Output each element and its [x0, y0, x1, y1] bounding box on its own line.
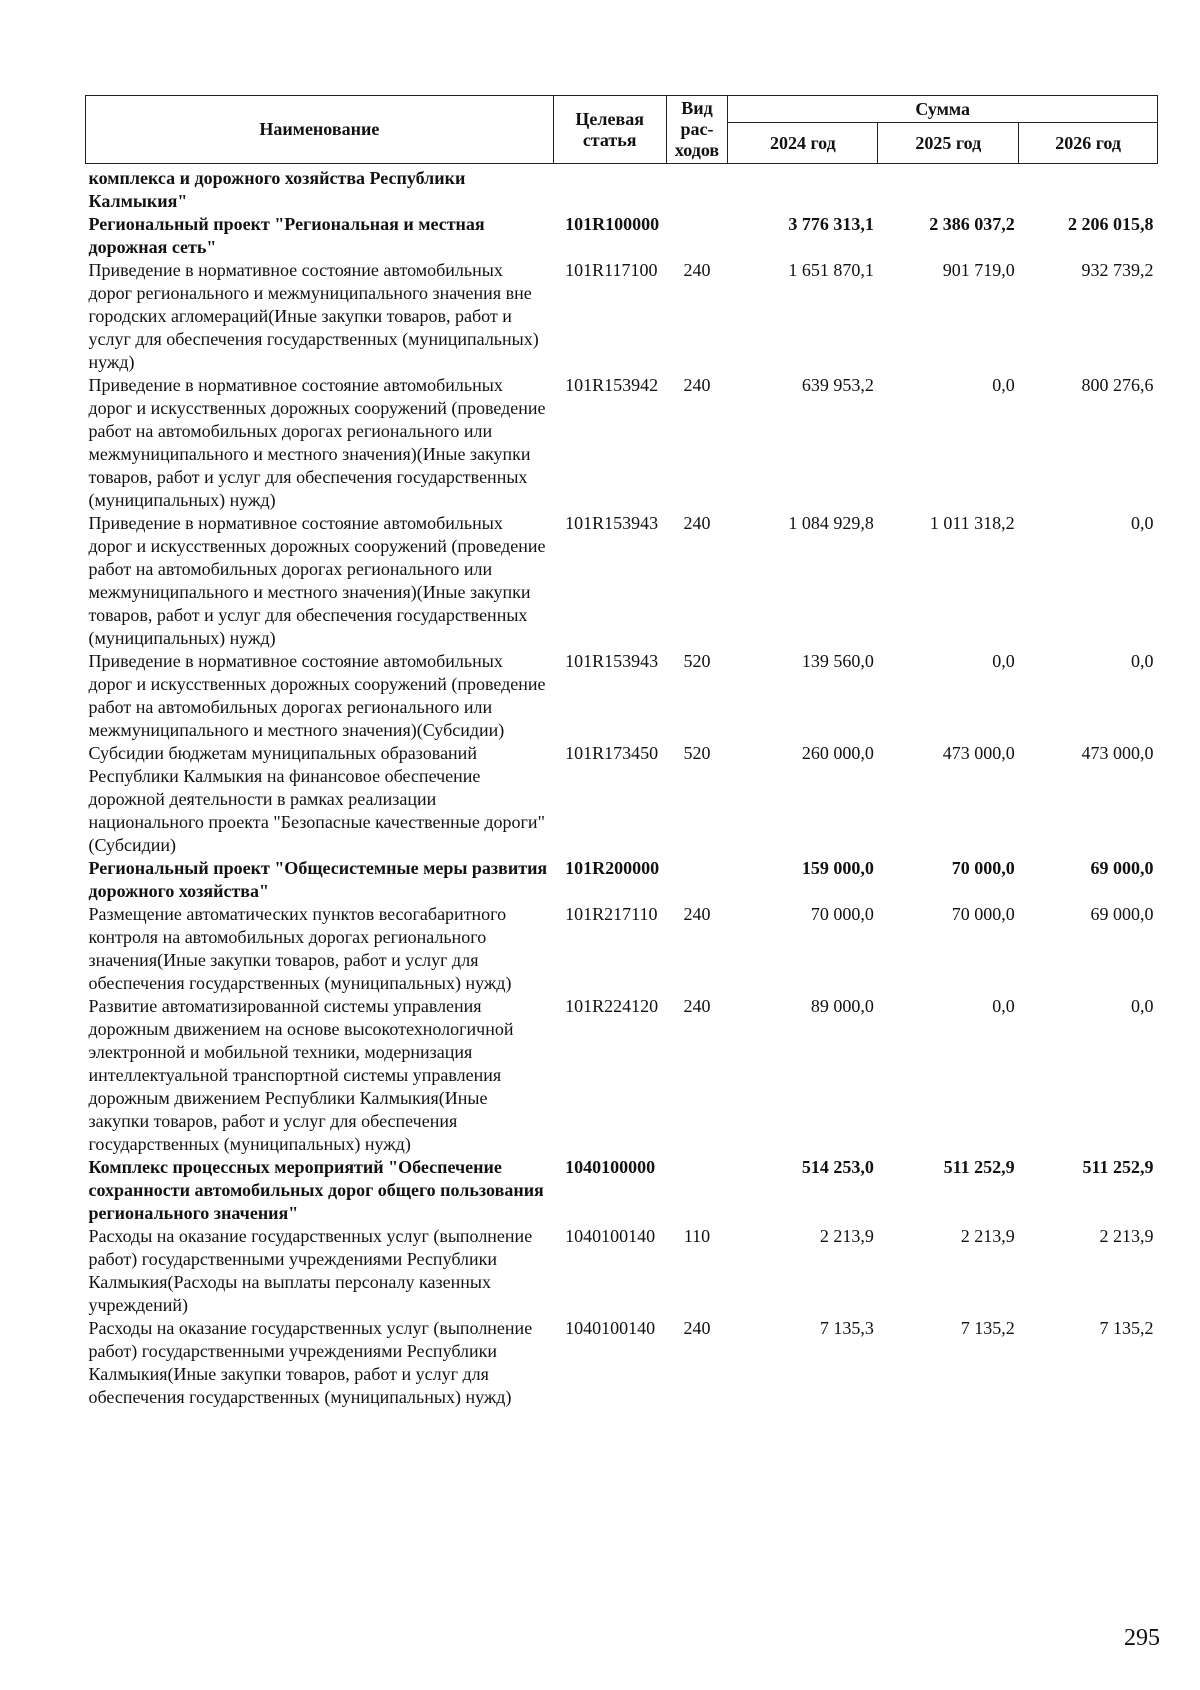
- row-amount-2025: 70 000,0: [951, 858, 1015, 878]
- row-amount-2026: 2 213,9: [1099, 1226, 1154, 1246]
- row-amount-2025: 901 719,0: [942, 260, 1015, 280]
- row-vid: 240: [683, 260, 711, 280]
- row-vid: 240: [683, 513, 711, 533]
- page-number: 295: [1124, 1625, 1160, 1651]
- row-amount-2025: 2 386 037,2: [929, 214, 1015, 234]
- row-amount-2025: 70 000,0: [951, 904, 1015, 924]
- table-row: [86, 1225, 1158, 1317]
- row-amount-2024: 514 253,0: [801, 1157, 874, 1177]
- row-amount-2026: 69 000,0: [1090, 858, 1154, 878]
- table-row: [86, 1317, 1158, 1409]
- row-amount-2024: [728, 164, 878, 214]
- header-vid: Вид рас-ходов: [666, 96, 728, 164]
- row-name: Региональный проект "Региональная и местная дорожная сеть": [88, 214, 485, 257]
- row-name: комплекса и дорожного хозяйства Республики Калмыкия": [88, 168, 466, 211]
- row-code: 101R153942: [565, 375, 659, 395]
- row-vid: 110: [683, 1226, 711, 1246]
- header-year-2024: 2024 год: [728, 123, 878, 164]
- row-vid: [666, 213, 728, 259]
- row-amount-2025: 0,0: [992, 996, 1015, 1016]
- header-year-2026: 2026 год: [1019, 123, 1158, 164]
- row-amount-2026: 2 206 015,8: [1068, 214, 1154, 234]
- row-code: 1040100140: [565, 1226, 656, 1246]
- row-vid: [666, 857, 728, 903]
- row-code: 1040100000: [565, 1157, 656, 1177]
- row-amount-2026: 0,0: [1131, 513, 1154, 533]
- row-vid: 240: [683, 996, 711, 1016]
- row-vid: 240: [683, 904, 711, 924]
- row-amount-2024: 89 000,0: [810, 996, 874, 1016]
- row-amount-2026: 7 135,2: [1099, 1318, 1154, 1338]
- header-name: Наименование: [86, 96, 554, 164]
- row-name: Приведение в нормативное состояние автомобильных дорог и искусственных дорожных сооружений (проведение работ на автомобильных дорогах регионального или межмуниципального и местного значения)(Иные закупки товаров, работ и услуг для обеспечения государственных (муниципальных) нужд): [88, 375, 546, 510]
- row-amount-2026: [1019, 164, 1158, 214]
- row-name: Субсидии бюджетам муниципальных образований Республики Калмыкия на финансовое обеспечение дорожной деятельности в рамках реализации национального проекта "Безопасные качественные дороги"(Субсидии): [88, 743, 545, 855]
- row-amount-2026: 800 276,6: [1081, 375, 1154, 395]
- row-vid: 520: [683, 651, 711, 671]
- row-name: Приведение в нормативное состояние автомобильных дорог и искусственных дорожных сооружений (проведение работ на автомобильных дорогах регионального или межмуниципального и местного значения)(Иные закупки товаров, работ и услуг для обеспечения государственных (муниципальных) нужд): [88, 513, 546, 648]
- table-row: [86, 995, 1158, 1156]
- row-vid: [666, 164, 728, 214]
- row-name: Расходы на оказание государственных услуг (выполнение работ) государственными учреждениями Республики Калмыкия(Расходы на выплаты персоналу казенных учреждений): [88, 1226, 533, 1315]
- row-amount-2024: 260 000,0: [801, 743, 874, 763]
- row-vid: [666, 1156, 728, 1225]
- row-code: 101R217110: [565, 904, 658, 924]
- header-year-2025: 2025 год: [878, 123, 1019, 164]
- table-row: [86, 374, 1158, 512]
- row-name: Расходы на оказание государственных услуг (выполнение работ) государственными учреждениями Республики Калмыкия(Иные закупки товаров, работ и услуг для обеспечения государственных (муниципальных) нужд): [88, 1318, 533, 1407]
- row-code: 101R100000: [565, 214, 660, 234]
- table-row: [86, 1156, 1158, 1225]
- row-amount-2024: 3 776 313,1: [788, 214, 874, 234]
- row-amount-2026: 473 000,0: [1081, 743, 1154, 763]
- row-amount-2024: 7 135,3: [819, 1318, 874, 1338]
- table-body: [86, 164, 1158, 1410]
- table-row: [86, 512, 1158, 650]
- row-code: 101R173450: [565, 743, 659, 763]
- row-name: Приведение в нормативное состояние автомобильных дорог и искусственных дорожных сооружений (проведение работ на автомобильных дорогах регионального или межмуниципального и местного значения)(Субсидии): [88, 651, 546, 740]
- row-amount-2026: 511 252,9: [1082, 1157, 1154, 1177]
- row-amount-2025: 0,0: [992, 375, 1015, 395]
- row-amount-2024: 139 560,0: [801, 651, 874, 671]
- table-row: [86, 650, 1158, 742]
- header-sum: Сумма: [728, 96, 1158, 123]
- row-name: Размещение автоматических пунктов весогабаритного контроля на автомобильных дорогах регионального значения(Иные закупки товаров, работ и услуг для обеспечения государственных (муниципальных) нужд): [88, 904, 512, 993]
- table-row: [86, 259, 1158, 374]
- row-code: 101R200000: [565, 858, 660, 878]
- row-name: Приведение в нормативное состояние автомобильных дорог регионального и межмуниципального значения вне городских агломераций(Иные закупки товаров, работ и услуг для обеспечения государственных (муниципальных) нужд): [88, 260, 539, 372]
- row-amount-2024: 2 213,9: [819, 1226, 874, 1246]
- row-code: 101R153943: [565, 513, 659, 533]
- row-amount-2024: 70 000,0: [810, 904, 874, 924]
- row-code: [553, 164, 666, 214]
- table-row: [86, 857, 1158, 903]
- table-row: [86, 164, 1158, 214]
- row-code: 1040100140: [565, 1318, 656, 1338]
- row-amount-2024: 1 084 929,8: [788, 513, 874, 533]
- row-amount-2024: 1 651 870,1: [788, 260, 874, 280]
- row-name: Комплекс процессных мероприятий "Обеспечение сохранности автомобильных дорог общего пользования регионального значения": [88, 1157, 544, 1223]
- row-amount-2026: 0,0: [1131, 651, 1154, 671]
- budget-table: [85, 95, 1158, 1409]
- row-amount-2025: 473 000,0: [942, 743, 1015, 763]
- row-name: Развитие автоматизированной системы управления дорожным движением на основе высокотехнологичной электронной и мобильной техники, модернизация интеллектуальной транспортной системы управления дорожным движением Республики Калмыкия(Иные закупки товаров, работ и услуг для обеспечения государственных (муниципальных) нужд): [88, 996, 514, 1154]
- budget-sheet: [85, 95, 1158, 1409]
- row-amount-2026: 69 000,0: [1090, 904, 1154, 924]
- row-code: 101R153943: [565, 651, 659, 671]
- row-vid: 240: [683, 375, 711, 395]
- row-vid: 240: [683, 1318, 711, 1338]
- row-amount-2026: 0,0: [1131, 996, 1154, 1016]
- row-amount-2025: 0,0: [992, 651, 1015, 671]
- table-header: [86, 96, 1158, 164]
- row-amount-2025: 511 252,9: [943, 1157, 1015, 1177]
- row-amount-2024: 639 953,2: [801, 375, 874, 395]
- row-vid: 520: [683, 743, 711, 763]
- table-row: [86, 213, 1158, 259]
- table-row: [86, 742, 1158, 857]
- row-code: 101R117100: [565, 260, 658, 280]
- row-amount-2025: 2 213,9: [960, 1226, 1015, 1246]
- row-amount-2025: [878, 164, 1019, 214]
- row-amount-2026: 932 739,2: [1081, 260, 1154, 280]
- row-amount-2025: 7 135,2: [960, 1318, 1015, 1338]
- row-amount-2024: 159 000,0: [801, 858, 874, 878]
- row-amount-2025: 1 011 318,2: [929, 513, 1015, 533]
- row-code: 101R224120: [565, 996, 659, 1016]
- header-code: Целевая статья: [553, 96, 666, 164]
- table-row: [86, 903, 1158, 995]
- row-name: Региональный проект "Общесистемные меры развития дорожного хозяйства": [88, 858, 548, 901]
